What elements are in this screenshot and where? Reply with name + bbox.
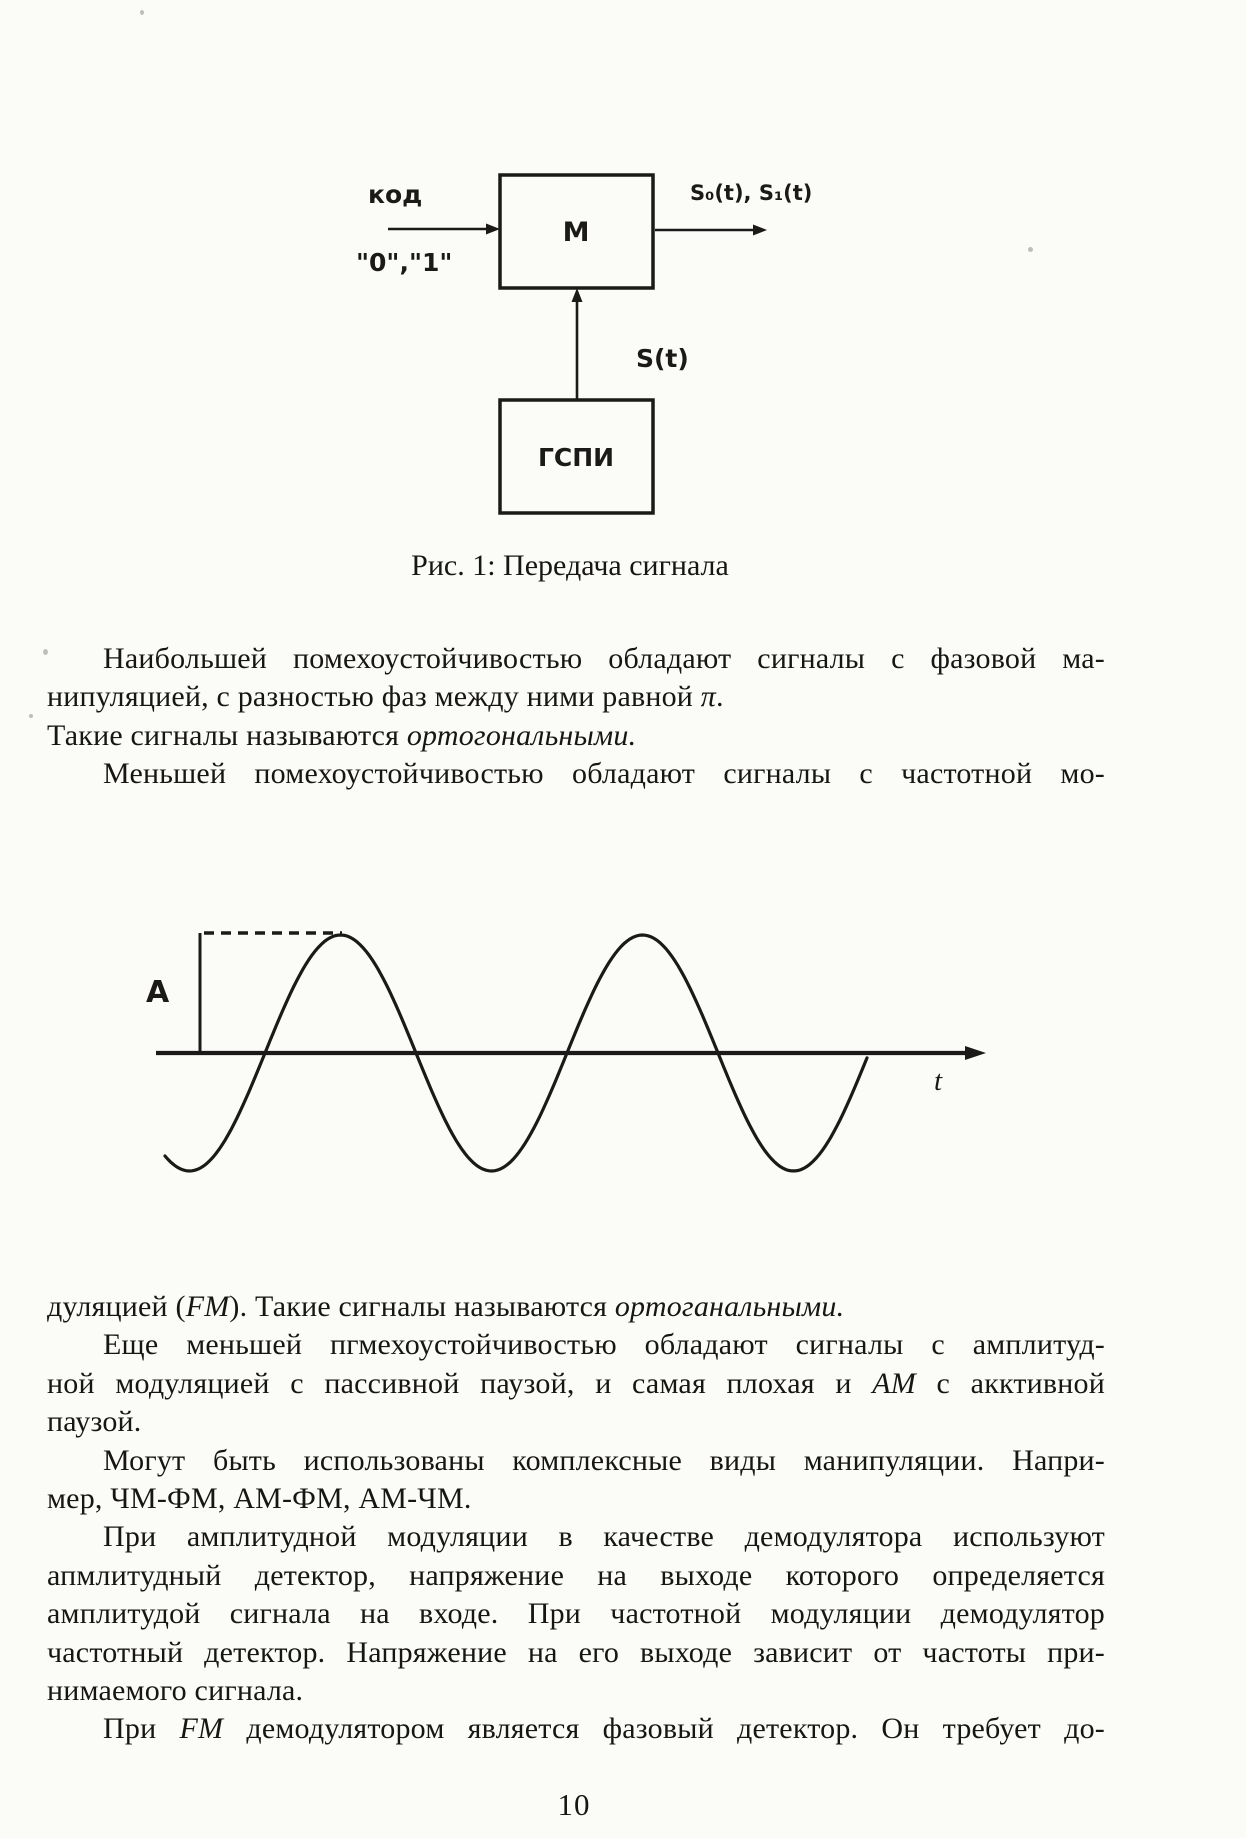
italic-text: FM (179, 1712, 224, 1746)
italic-text: ортоганальными. (614, 1290, 845, 1323)
amplitude-label: A (146, 975, 170, 1010)
text-segment: При (103, 1712, 180, 1746)
text-line (47, 1442, 1105, 1480)
text-segment: апмлитудный детектор, напряжение на выходе которого определяется (47, 1558, 1105, 1592)
text-segment: амплитудой сигнала на входе. При частотной модуляции демодулятор (47, 1597, 1105, 1631)
text-line (47, 1326, 1105, 1364)
figure-caption: Рис. 1: Передача сигнала (411, 549, 729, 582)
time-label: t (934, 1065, 943, 1097)
text-segment: Могут быть использованы комплексные виды манипуляции. Напри- (103, 1443, 1105, 1477)
text-segment: ной модуляцией с пассивной паузой, и самая плохая и (47, 1366, 873, 1400)
paragraph-block-1 (47, 640, 1105, 794)
text-line (47, 717, 1105, 755)
paragraph-block-2 (47, 1288, 1105, 1749)
text-line (47, 1710, 1105, 1748)
text-segment: нипуляцией, с разностью фаз между ними равной (47, 680, 701, 714)
time-axis-arrowhead-icon (965, 1046, 986, 1060)
input-label-top: код (368, 180, 423, 209)
text-segment: Еще меньшей пгмехоустойчивостью обладают сигналы с амплитуд- (103, 1328, 1105, 1362)
text-line (47, 1288, 1105, 1326)
modulator-label: М (562, 217, 590, 248)
text-line (47, 1480, 1105, 1518)
carrier-label: S(t) (636, 344, 689, 373)
input-arrowhead-icon (486, 224, 500, 235)
scan-speck (140, 10, 144, 15)
text-segment: дуляцией ( (47, 1290, 186, 1323)
output-label: S₀(t), S₁(t) (690, 181, 813, 205)
input-label-bottom: "0","1" (356, 248, 453, 277)
output-arrowhead-icon (753, 225, 767, 236)
text-segment: ). Такие сигналы называются (229, 1290, 615, 1323)
text-segment: При амплитудной модуляции в качестве демодулятора используют (103, 1520, 1105, 1554)
generator-label: ГСПИ (537, 443, 615, 472)
text-segment: демодулятором является фазовый детектор. Он требует до- (223, 1712, 1105, 1746)
sine-wave-figure (130, 895, 1020, 1200)
text-line (47, 1634, 1105, 1672)
italic-text: ортогональными. (406, 718, 637, 752)
text-line (47, 1365, 1105, 1403)
italic-text: FM (185, 1290, 230, 1323)
text-line (47, 1557, 1105, 1595)
text-line (47, 678, 1105, 716)
page-number: 10 (557, 1787, 591, 1822)
text-line (47, 755, 1105, 793)
scan-speck (43, 649, 48, 655)
block-diagram-figure (300, 140, 820, 540)
text-line (47, 1403, 1105, 1441)
text-line (47, 1595, 1105, 1633)
text-segment: Меньшей помехоустойчивостью обладают сигналы с частотной мо- (103, 757, 1105, 791)
text-segment: Наибольшей помехоустойчивостью обладают сигналы с фазовой ма- (103, 642, 1105, 675)
scan-speck (29, 714, 33, 718)
text-segment: частотный детектор. Напряжение на его выходе зависит от частоты при- (47, 1635, 1105, 1669)
text-segment: паузой. (47, 1405, 142, 1439)
text-segment: Такие сигналы называются (47, 718, 407, 752)
scan-speck (1028, 247, 1033, 252)
text-line (47, 1518, 1105, 1556)
text-segment: . (715, 680, 724, 714)
text-segment: мер, ЧМ-ФМ, АМ-ФМ, АМ-ЧМ. (47, 1481, 472, 1515)
carrier-arrowhead-icon (572, 288, 583, 302)
italic-text: π (700, 680, 716, 714)
text-line (47, 1672, 1105, 1710)
text-segment: нимаемого сигнала. (47, 1673, 304, 1707)
italic-text: АМ (872, 1366, 916, 1400)
text-segment: с акктивной (915, 1366, 1105, 1400)
text-line (47, 640, 1105, 678)
